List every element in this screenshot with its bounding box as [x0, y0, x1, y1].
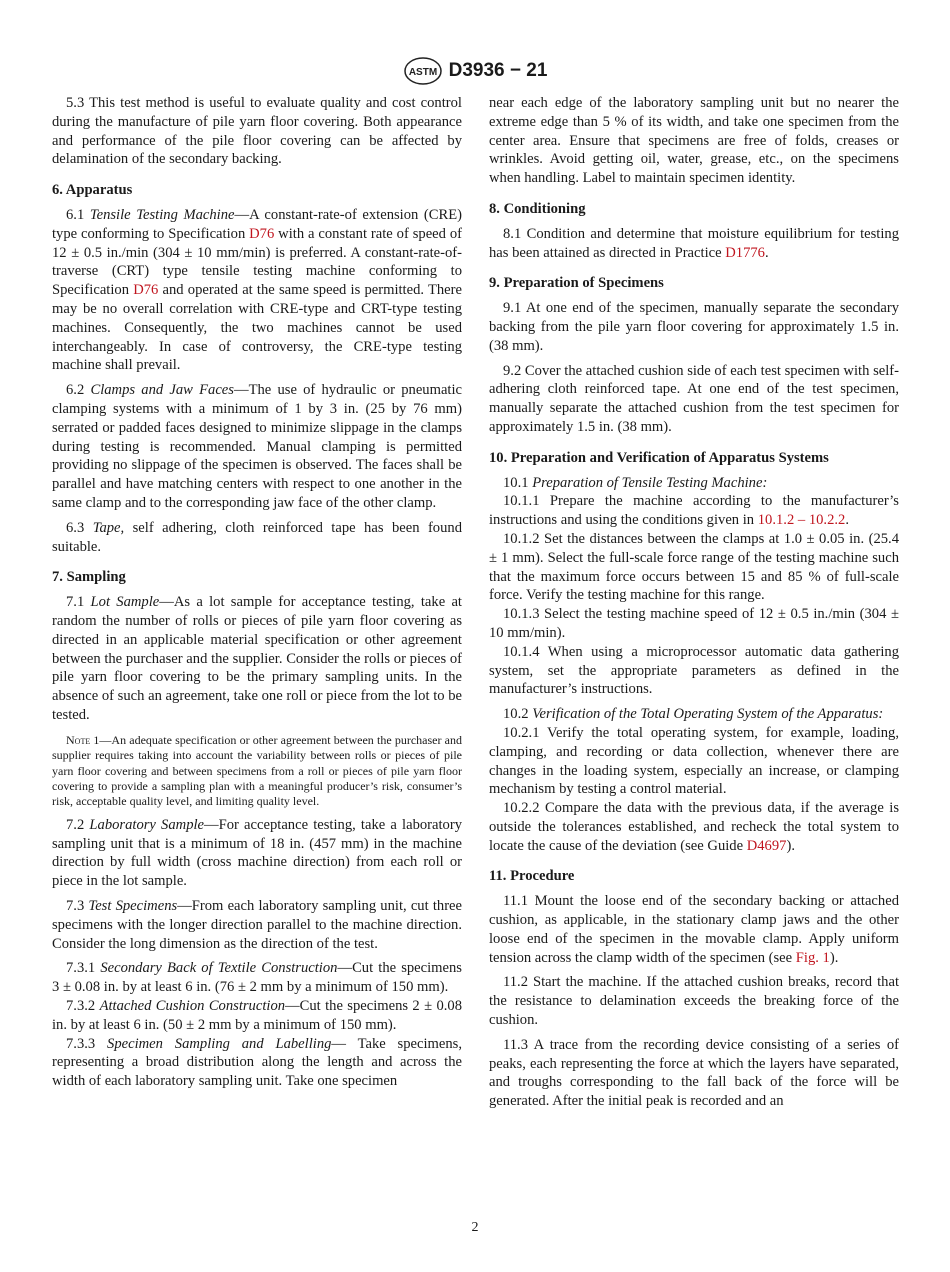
paragraph: [52, 593, 462, 725]
paragraph: [52, 519, 462, 557]
paragraph: [489, 973, 899, 1029]
section-heading: [489, 200, 899, 219]
paragraph: [489, 530, 899, 605]
reference-link[interactable]: D76: [249, 225, 275, 242]
text-run: 10.1.4 When using a microprocessor automatic data gathering system, set the appropriate parameters as defined in the manufacturer’s instructions.: [489, 643, 899, 698]
paragraph: [489, 362, 899, 437]
reference-link[interactable]: D76: [133, 282, 159, 299]
text-run: 11.3 A trace from the recording device consisting of a series of peaks, each representing the force at which the layers have separated, and troughs corresponding to the fall back of the force will be generated. After the initial peak is recorded and an: [489, 1036, 899, 1110]
paragraph: [489, 799, 899, 855]
italic-term: Laboratory Sample: [89, 816, 205, 833]
italic-term: Clamps and Jaw Faces: [90, 382, 234, 399]
paragraph: [489, 892, 899, 967]
text-run: 6. Apparatus: [52, 182, 133, 199]
section-heading: [489, 274, 899, 293]
paragraph: [52, 94, 462, 169]
text-run: 7.3.2: [66, 997, 100, 1014]
text-run: 5.3 This test method is useful to evaluate quality and cost control during the manufacture of pile yarn floor covering. Both appearance and performance of the pile floor covering can be affected by delamination of the secondary backing.: [52, 95, 462, 168]
paragraph: [52, 381, 462, 513]
text-run: 10.2.1 Verify the total operating system, for example, loading, clamping, and recording or data collection, whenever there are changes in the loading system, especially an increase, or clamping mechanism by testing a control material.: [489, 724, 899, 798]
text-run: .: [845, 512, 849, 529]
text-run: 10. Preparation and Verification of Apparatus Systems: [489, 449, 829, 466]
page-number: 2: [471, 1220, 479, 1235]
document-id: D3936 − 21: [448, 60, 548, 81]
section-heading: [489, 867, 899, 886]
astm-logo-icon: [403, 56, 443, 86]
text-run: 7.1: [66, 594, 91, 611]
text-run: ).: [786, 837, 795, 854]
paragraph: [52, 897, 462, 953]
text-run: 1—An adequate specification or other agreement between the purchaser and supplier requires taking into account the variability between rolls or pieces of pile yarn floor covering and between specimens from a roll or pieces of pile yarn floor covering to provide a sampling plan with a meaningful producer’s risk, consumer’s risk, acceptable quality level, and limiting quality level.: [52, 732, 462, 809]
italic-term: Verification of the Total Operating System of the Apparatus:: [532, 706, 884, 723]
paragraph: [489, 492, 899, 530]
text-run: —Cut the specimens 3 ± 0.08 in. by at least 6 in. (76 ± 2 mm by a minimum of 150 mm).: [52, 960, 462, 996]
text-run: 10.2: [503, 706, 533, 723]
text-run: Note: [66, 732, 91, 747]
left-column: [52, 94, 462, 1091]
paragraph: [489, 605, 899, 643]
reference-link[interactable]: D4697: [746, 837, 787, 854]
text-run: —A constant-rate-of extension (CRE) type conforming to Specification: [52, 206, 463, 242]
text-run: self adhering, cloth reinforced tape has been found suitable.: [52, 519, 462, 555]
text-run: 10.1.2 Set the distances between the clamps at 1.0 ± 0.05 in. (25.4 ± 1 mm). Select the full-scale force range of the testing machine such that the maximum force occurs between 15 and 85 % of full-scale force. Verify the testing machine for this range.: [489, 530, 899, 604]
italic-term: Test Specimens: [88, 897, 178, 914]
italic-term: Secondary Back of Textile Construction: [100, 960, 338, 977]
paragraph: [489, 474, 899, 493]
paragraph: [489, 299, 899, 355]
text-run: —For acceptance testing, take a laboratory sampling unit that is a minimum of 18 in. (457 mm) in the machine direction by full width (cross machine direction) from each roll or piece in the lot sample.: [52, 816, 463, 890]
paragraph: [52, 997, 462, 1035]
page-header: [0, 56, 950, 86]
text-run: 11. Procedure: [489, 868, 575, 885]
text-run: 10.1.3 Select the testing machine speed of 12 ± 0.5 in./min (304 ± 10 mm/min).: [489, 606, 899, 641]
text-run: 6.3: [66, 519, 93, 536]
text-run: 7.2: [66, 816, 90, 833]
section-heading: [52, 568, 462, 587]
text-run: 9.1 At one end of the specimen, manually separate the secondary backing from the pile yarn floor covering for approximately 1.5 in. (38 mm).: [489, 300, 899, 354]
italic-term: Specimen Sampling and Labelling: [107, 1035, 332, 1052]
text-run: 7. Sampling: [52, 569, 126, 586]
text-run: 7.3: [66, 897, 89, 914]
text-run: 10.1: [503, 474, 533, 491]
note: [52, 733, 462, 810]
paragraph: [52, 959, 462, 997]
paragraph: [489, 225, 899, 263]
text-run: ).: [829, 949, 839, 966]
text-run: —The use of hydraulic or pneumatic clamping systems with a minimum of 1 by 3 in. (25 by 76 mm) serrated or padded faces designed to minimize slippage in the clamps during testing is recommended. Manual clamping is permitted providing no slippage of the specimen is observed. The faces shall be parallel and have matching centers with respect to one another in the same clamp and to the corresponding jaw face of the other clamp.: [52, 382, 463, 511]
text-run: 8.1 Condition and determine that moisture equilibrium for testing has been attained as directed in Practice: [489, 225, 899, 261]
text-run: 11.1 Mount the loose end of the secondary backing or attached cushion, as applicable, in the stationary clamp jaws and the other loose end of the specimen in the movable clamp. Apply uniform tension across the clamp width of the specimen (see: [489, 893, 899, 966]
right-column: [489, 94, 899, 1117]
italic-term: Tape,: [92, 519, 125, 536]
text-run: —As a lot sample for acceptance testing, take at random the number of rolls or pieces of pile yarn floor covering as directed in an applicable material specification or other agreement between the purchaser and the supplier. Consider the rolls or pieces of pile yarn floor covering to be the primary sampling units. In the absence of such an agreement, take one roll or piece from the lot to be tested.: [52, 594, 462, 723]
text-run: with a constant rate of speed of 12 ± 0.5 in./min (304 ± 10 mm/min) is preferred. A constant-rate-of-traverse (CRT) type tensile testing machine conforming to Specification: [52, 225, 462, 299]
italic-term: Tensile Testing Machine: [89, 206, 235, 223]
reference-link[interactable]: Fig. 1: [795, 949, 830, 966]
paragraph: [489, 1036, 899, 1111]
text-run: 10.2.2 Compare the data with the previous data, if the average is outside the tolerances established, and recheck the total system to locate the cause of the deviation (see Guide: [489, 800, 899, 854]
text-run: 6.1: [66, 206, 90, 223]
text-run: 11.2 Start the machine. If the attached cushion breaks, record that the resistance to delamination exceeds the breaking force of the cushion.: [489, 974, 899, 1029]
section-heading: [489, 449, 899, 468]
text-run: — Take specimens, representing a broad distribution along the length and across the width of each laboratory sampling unit. Take one specimen: [52, 1035, 462, 1090]
text-run: 7.3.1: [66, 960, 101, 977]
text-run: 10.1.1 Prepare the machine according to the manufacturer’s instructions and using the conditions given in: [489, 493, 899, 529]
section-heading: [52, 181, 462, 200]
paragraph: [489, 94, 899, 188]
svg-text:ASTM: ASTM: [408, 67, 437, 78]
text-run: 9.2 Cover the attached cushion side of each test specimen with self-adhering cloth reinforced tape. At one end of the test specimen, manually separate the attached cushion from the test specimen for approximately 1.5 in. (38 mm).: [489, 362, 899, 435]
italic-term: Preparation of Tensile Testing Machine:: [532, 474, 768, 491]
reference-link[interactable]: 10.1.2 – 10.2.2: [757, 512, 846, 529]
italic-term: Lot Sample: [90, 594, 160, 611]
paragraph: [52, 1035, 462, 1091]
text-run: .: [764, 244, 769, 261]
paragraph: [52, 206, 462, 375]
text-run: 7.3.3: [66, 1035, 108, 1052]
text-run: 8. Conditioning: [489, 200, 586, 217]
reference-link[interactable]: D1776: [725, 244, 765, 261]
italic-term: Attached Cushion Construction: [99, 997, 286, 1014]
text-run: —From each laboratory sampling unit, cut three specimens with the longer direction parallel to the machine direction. Consider the long dimension as the direction of the test.: [52, 897, 463, 952]
paragraph: [489, 724, 899, 799]
text-run: near each edge of the laboratory sampling unit but no nearer the extreme edge than 5 % of its width, and take one specimen from the center area. Ensure that specimens are free of folds, creases or wrinkles. Avoid getting oil, water, grease, etc., on the specimens when handling. Label to maintain specimen identity.: [489, 95, 899, 187]
paragraph: [489, 705, 899, 724]
text-run: 9. Preparation of Specimens: [489, 275, 664, 292]
paragraph: [52, 816, 462, 891]
paragraph: [489, 643, 899, 699]
text-run: —Cut the specimens 2 ± 0.08 in. by at least 6 in. (50 ± 2 mm by a minimum of 150 mm).: [52, 997, 463, 1033]
text-run: and operated at the same speed is permitted. There may be no overall correlation with CRE-type and CRT-type testing machines. Consequently, the two machines cannot be used interchangeably. In case of controversy, the CRE-type testing machine shall prevail.: [52, 282, 462, 374]
text-run: 6.2: [66, 382, 91, 399]
